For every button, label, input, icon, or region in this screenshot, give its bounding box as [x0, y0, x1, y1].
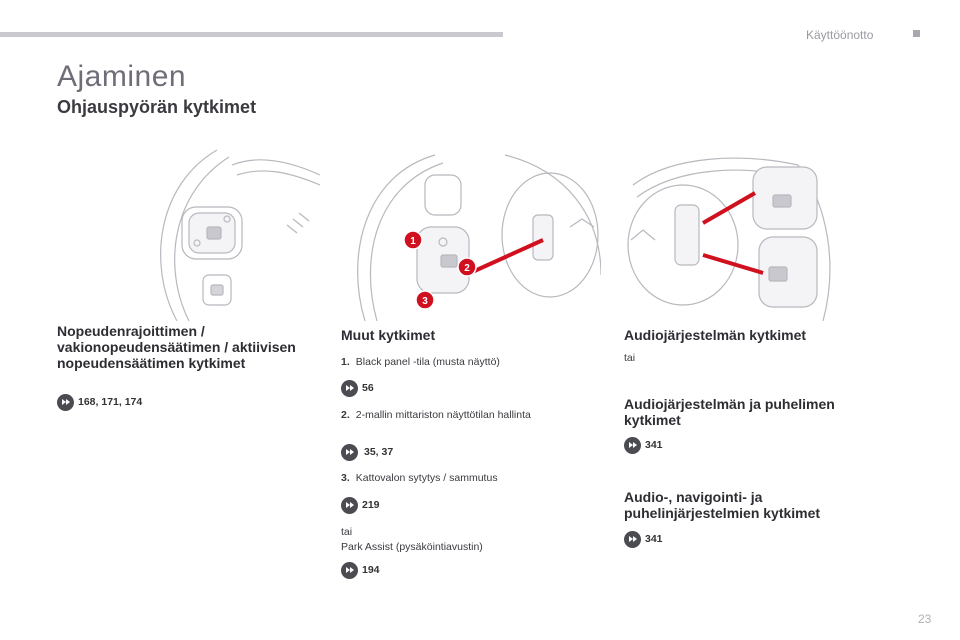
top-rule	[0, 32, 503, 37]
item-3	[341, 471, 498, 485]
section-speed-limiter	[57, 323, 327, 408]
section-other-switches	[341, 327, 611, 587]
item-text: Black panel -tila (musta näyttö)	[355, 356, 500, 368]
page-reference-link[interactable]	[341, 561, 380, 579]
or-text: tai	[624, 352, 636, 364]
section-heading: Nopeudenrajoittimen /	[57, 323, 205, 339]
double-chevron-icon	[57, 394, 74, 411]
subsection-audio-nav-phone	[624, 489, 820, 521]
double-chevron-icon	[341, 562, 358, 579]
page-reference-text: 341	[645, 533, 663, 545]
park-assist-text: Park Assist (pysäköintiavustin)	[341, 541, 483, 553]
subsection-audio-phone	[624, 396, 835, 428]
chapter-marker	[913, 30, 920, 37]
page-reference-text: 168, 171, 174	[78, 396, 143, 408]
page-title: Ajaminen	[57, 60, 187, 93]
illustration-steering-wheel-callouts	[345, 145, 601, 321]
item-2	[341, 408, 531, 422]
callout-1: 1	[410, 236, 416, 247]
chapter-title: Käyttöönotto	[806, 28, 874, 42]
item-number: 2.	[341, 409, 350, 421]
section-heading: Muut kytkimet	[341, 327, 436, 343]
double-chevron-icon	[341, 444, 358, 461]
double-chevron-icon	[624, 437, 641, 454]
item-text: 2-mallin mittariston näyttötilan hallinta	[355, 409, 531, 421]
illustration-cruise-control-switches	[137, 145, 320, 321]
page-reference-text: 35, 37	[364, 446, 394, 458]
item-text: Kattovalon sytytys / sammutus	[355, 472, 498, 484]
section-heading-line3: nopeudensäätimen kytkimet	[57, 355, 246, 371]
double-chevron-icon	[341, 497, 358, 514]
section-heading-line2: vakionopeudensäätimen / aktiivisen	[57, 339, 296, 355]
callout-2: 2	[464, 263, 470, 274]
page-reference-link[interactable]	[341, 443, 393, 461]
illustration-audio-switches	[623, 145, 843, 321]
section-heading: Audiojärjestelmän ja puhelimen	[624, 396, 835, 412]
page-reference-text: 194	[362, 564, 380, 576]
page-reference-link[interactable]	[57, 393, 142, 411]
double-chevron-icon	[341, 380, 358, 397]
page-number: 23	[918, 612, 932, 626]
page-reference-link[interactable]	[341, 496, 380, 514]
item-number: 3.	[341, 472, 350, 484]
page-reference-link[interactable]	[624, 436, 663, 454]
page-reference-text: 56	[362, 382, 374, 394]
page-reference-text: 341	[645, 439, 663, 451]
section-audio-switches	[624, 327, 914, 557]
page-reference-link[interactable]	[624, 530, 663, 548]
page-reference-text: 219	[362, 499, 380, 511]
section-heading-line2: puhelinjärjestelmien kytkimet	[624, 505, 821, 521]
double-chevron-icon	[624, 531, 641, 548]
section-heading-line2: kytkimet	[624, 412, 681, 428]
item-number: 1.	[341, 356, 350, 368]
callout-3: 3	[422, 296, 428, 307]
section-heading: Audio-, navigointi- ja	[624, 489, 763, 505]
item-1	[341, 355, 500, 369]
page-subtitle: Ohjauspyörän kytkimet	[57, 97, 257, 117]
or-text: tai	[341, 526, 353, 538]
section-heading: Audiojärjestelmän kytkimet	[624, 327, 807, 343]
page-reference-link[interactable]	[341, 379, 374, 397]
